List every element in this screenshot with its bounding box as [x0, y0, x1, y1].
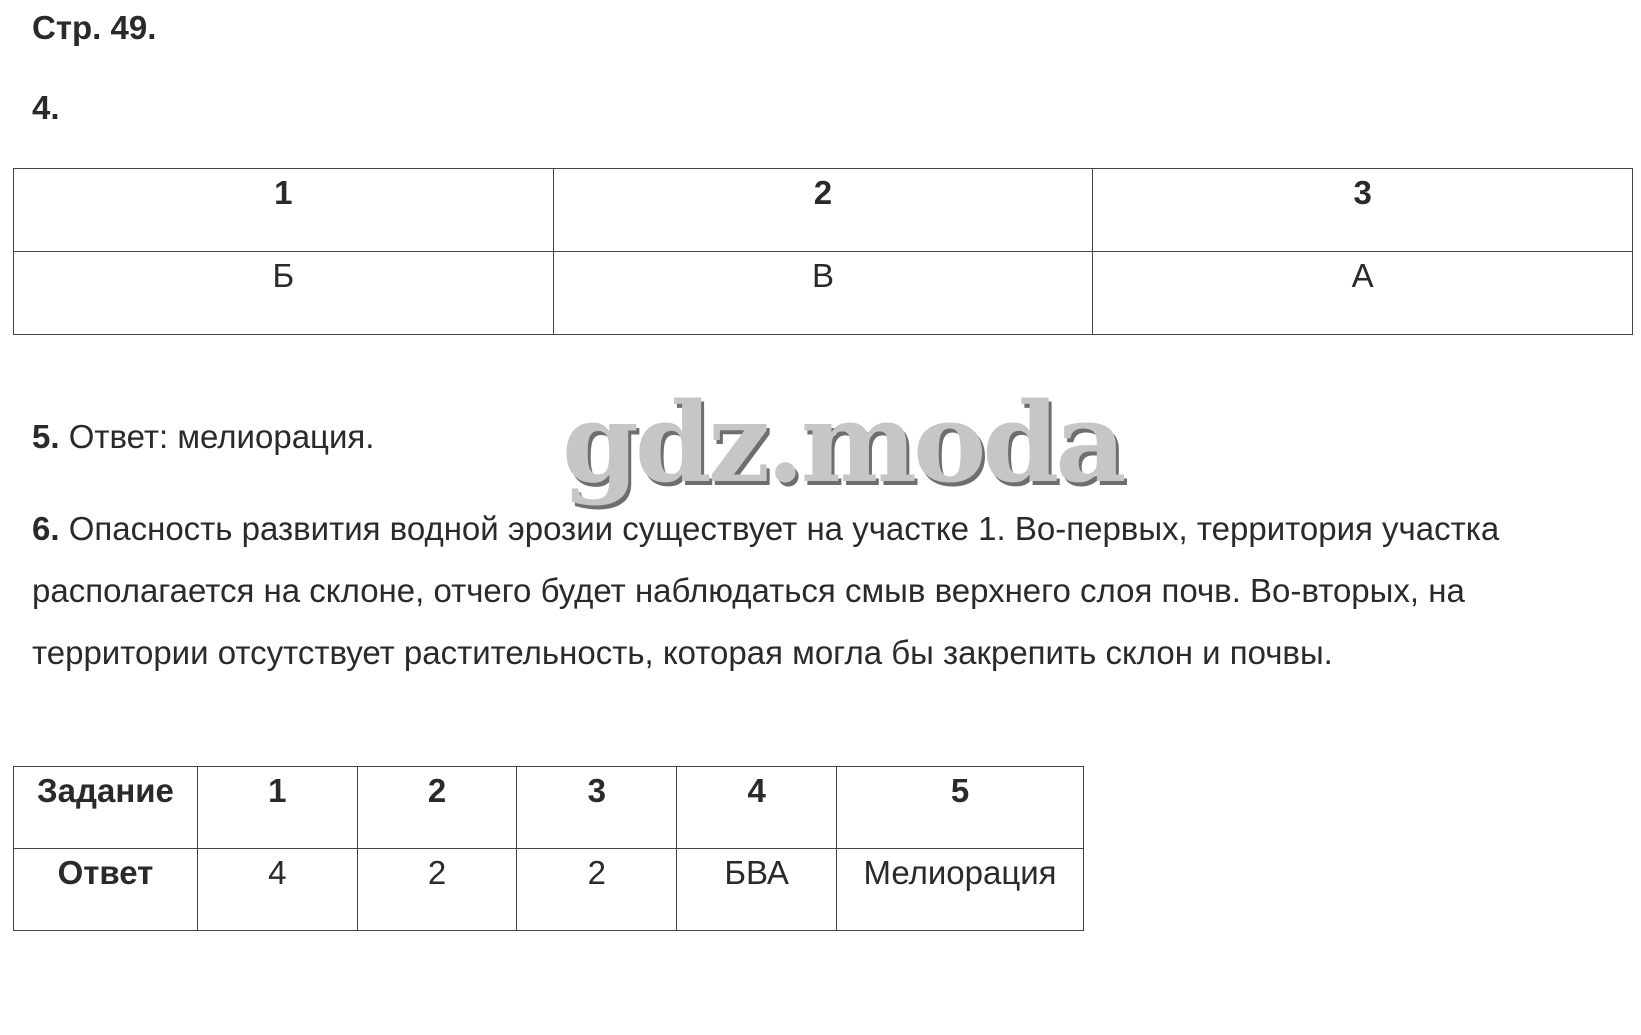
table-cell: Б [14, 252, 554, 335]
table-header-cell: 2 [553, 169, 1093, 252]
table-cell: 4 [197, 849, 357, 931]
table-cell: В [553, 252, 1093, 335]
task-5-text: Ответ: мелиорация. [59, 418, 375, 455]
table-row [14, 252, 1633, 335]
table-header-cell: 1 [14, 169, 554, 252]
table-header-cell: 5 [837, 767, 1084, 849]
table-cell: 2 [357, 849, 517, 931]
table-header-cell: 3 [1093, 169, 1633, 252]
row-header-cell: Задание [14, 767, 198, 849]
task-4-table [13, 168, 1633, 335]
task-6-answer [32, 498, 1612, 684]
table-row [14, 849, 1084, 931]
table-header-cell: 4 [677, 767, 837, 849]
page-label: Стр. 49. [32, 9, 157, 46]
task-5-number: 5. [32, 418, 60, 455]
task-6-number: 6. [32, 510, 60, 547]
task-4-number: 4. [32, 89, 60, 126]
row-header-cell: Ответ [14, 849, 198, 931]
watermark-logo: gdz.moda [562, 378, 1123, 507]
table-cell: А [1093, 252, 1633, 335]
table-header-cell: 3 [517, 767, 677, 849]
table-cell: 2 [517, 849, 677, 931]
table-row [14, 169, 1633, 252]
table-cell: Мелиорация [837, 849, 1084, 931]
table-header-cell: 2 [357, 767, 517, 849]
table-header-cell: 1 [197, 767, 357, 849]
task-6-text: Опасность развития водной эрозии существует на участке 1. Во-первых, территория участка располагается на склоне, отчего будет наблюдаться смыв верхнего слоя почв. Во-вторых, на территории отсутствует растительность, которая могла бы закрепить склон и почвы. [32, 510, 1500, 671]
table-cell: БВА [677, 849, 837, 931]
summary-table [13, 766, 1084, 931]
task-5-answer [32, 417, 374, 457]
table-row [14, 767, 1084, 849]
